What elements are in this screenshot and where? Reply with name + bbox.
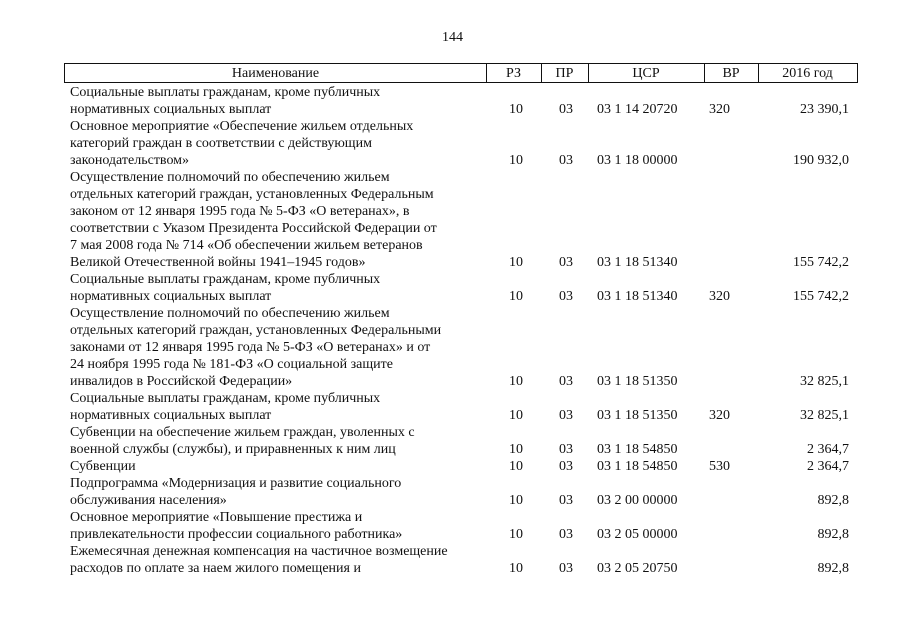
row-name-line: нормативных социальных выплат [70, 408, 272, 423]
row-name-line: Социальные выплаты гражданам, кроме публичных [70, 272, 381, 287]
cell-sum: 2 364,7 [807, 459, 849, 474]
header-rz: РЗ [506, 66, 521, 81]
cell-csr: 03 1 18 54850 [597, 442, 678, 457]
row-name-line: Основное мероприятие «Обеспечение жильем отдельных [70, 119, 414, 134]
cell-sum: 32 825,1 [800, 408, 849, 423]
row-name-line: соответствии с Указом Президента Российской Федерации от [70, 221, 437, 236]
cell-pr: 03 [559, 289, 573, 304]
cell-rz: 10 [509, 289, 523, 304]
row-name [70, 458, 485, 475]
row-name-line: Осуществление полномочий по обеспечению жильем [70, 306, 390, 321]
cell-csr: 03 1 18 00000 [597, 153, 678, 168]
cell-sum: 2 364,7 [807, 442, 849, 457]
cell-sum: 190 932,0 [793, 153, 849, 168]
row-name-line: 24 ноября 1995 года № 181-ФЗ «О социальной защите [70, 357, 393, 372]
cell-rz: 10 [509, 459, 523, 474]
row-name-line: нормативных социальных выплат [70, 102, 272, 117]
row-name [70, 169, 485, 271]
header-year: 2016 год [782, 66, 833, 81]
cell-rz: 10 [509, 374, 523, 389]
header-vr: ВР [722, 66, 740, 81]
table-row [0, 305, 905, 390]
row-name-line: Осуществление полномочий по обеспечению жильем [70, 170, 390, 185]
cell-sum: 155 742,2 [793, 289, 849, 304]
row-name-line: военной службы (службы), и приравненных к ним лиц [70, 442, 396, 457]
table-row [0, 169, 905, 271]
row-name-line: законом от 12 января 1995 года № 5-ФЗ «О ветеранах», в [70, 204, 410, 219]
page-number: 144 [442, 30, 463, 45]
cell-csr: 03 2 05 20750 [597, 561, 678, 576]
cell-pr: 03 [559, 102, 573, 117]
cell-rz: 10 [509, 102, 523, 117]
row-name [70, 271, 485, 305]
table-row [0, 271, 905, 305]
cell-vr: 320 [709, 289, 730, 304]
row-name-line: законодательством» [70, 153, 190, 168]
row-name [70, 390, 485, 424]
table-row [0, 509, 905, 543]
row-name-line: Ежемесячная денежная компенсация на частичное возмещение [70, 544, 448, 559]
cell-vr: 530 [709, 459, 730, 474]
row-name-line: Социальные выплаты гражданам, кроме публичных [70, 85, 381, 100]
row-name [70, 543, 485, 577]
row-name-line: 7 мая 2008 года № 714 «Об обеспечении жильем ветеранов [70, 238, 423, 253]
row-name-line: Социальные выплаты гражданам, кроме публичных [70, 391, 381, 406]
table-row [0, 475, 905, 509]
cell-pr: 03 [559, 493, 573, 508]
cell-csr: 03 2 05 00000 [597, 527, 678, 542]
cell-rz: 10 [509, 255, 523, 270]
cell-pr: 03 [559, 561, 573, 576]
row-name-line: Основное мероприятие «Повышение престижа и [70, 510, 363, 525]
cell-pr: 03 [559, 255, 573, 270]
table-row [0, 390, 905, 424]
row-name [70, 424, 485, 458]
row-name [70, 84, 485, 118]
cell-csr: 03 1 14 20720 [597, 102, 678, 117]
cell-csr: 03 1 18 51350 [597, 374, 678, 389]
cell-rz: 10 [509, 153, 523, 168]
cell-sum: 32 825,1 [800, 374, 849, 389]
cell-csr: 03 1 18 51340 [597, 255, 678, 270]
header-pr: ПР [555, 66, 574, 81]
row-name-line: законами от 12 января 1995 года № 5-ФЗ «О ветеранах» и от [70, 340, 431, 355]
cell-pr: 03 [559, 153, 573, 168]
cell-sum: 155 742,2 [793, 255, 849, 270]
row-name-line: категорий граждан в соответствии с действующим [70, 136, 372, 151]
row-name-line: обслуживания населения» [70, 493, 227, 508]
row-name-line: привлекательности профессии социального работника» [70, 527, 403, 542]
header-csr: ЦСР [632, 66, 660, 81]
table-header [64, 63, 858, 83]
cell-sum: 23 390,1 [800, 102, 849, 117]
cell-rz: 10 [509, 561, 523, 576]
header-name: Наименование [231, 66, 320, 81]
cell-pr: 03 [559, 442, 573, 457]
row-name-line: Великой Отечественной войны 1941–1945 годов» [70, 255, 366, 270]
cell-csr: 03 2 00 00000 [597, 493, 678, 508]
row-name-line: расходов по оплате за наем жилого помещения и [70, 561, 361, 576]
row-name [70, 509, 485, 543]
row-name-line: Субвенции на обеспечение жильем граждан, уволенных с [70, 425, 415, 440]
cell-rz: 10 [509, 527, 523, 542]
cell-sum: 892,8 [817, 527, 849, 542]
cell-csr: 03 1 18 51350 [597, 408, 678, 423]
cell-pr: 03 [559, 459, 573, 474]
cell-csr: 03 1 18 51340 [597, 289, 678, 304]
table-row [0, 84, 905, 118]
cell-rz: 10 [509, 493, 523, 508]
cell-vr: 320 [709, 102, 730, 117]
table-row [0, 543, 905, 577]
cell-sum: 892,8 [817, 561, 849, 576]
cell-pr: 03 [559, 374, 573, 389]
cell-rz: 10 [509, 442, 523, 457]
cell-csr: 03 1 18 54850 [597, 459, 678, 474]
row-name-line: Субвенции [70, 459, 136, 474]
cell-rz: 10 [509, 408, 523, 423]
cell-vr: 320 [709, 408, 730, 423]
row-name-line: нормативных социальных выплат [70, 289, 272, 304]
row-name [70, 118, 485, 169]
row-name-line: отдельных категорий граждан, установленных Федеральными [70, 323, 442, 338]
table-row [0, 458, 905, 475]
row-name [70, 475, 485, 509]
cell-pr: 03 [559, 408, 573, 423]
table-row [0, 424, 905, 458]
cell-sum: 892,8 [817, 493, 849, 508]
cell-pr: 03 [559, 527, 573, 542]
row-name [70, 305, 485, 390]
table-row [0, 118, 905, 169]
row-name-line: Подпрограмма «Модернизация и развитие социального [70, 476, 402, 491]
row-name-line: инвалидов в Российской Федерации» [70, 374, 293, 389]
row-name-line: отдельных категорий граждан, установленных Федеральным [70, 187, 434, 202]
